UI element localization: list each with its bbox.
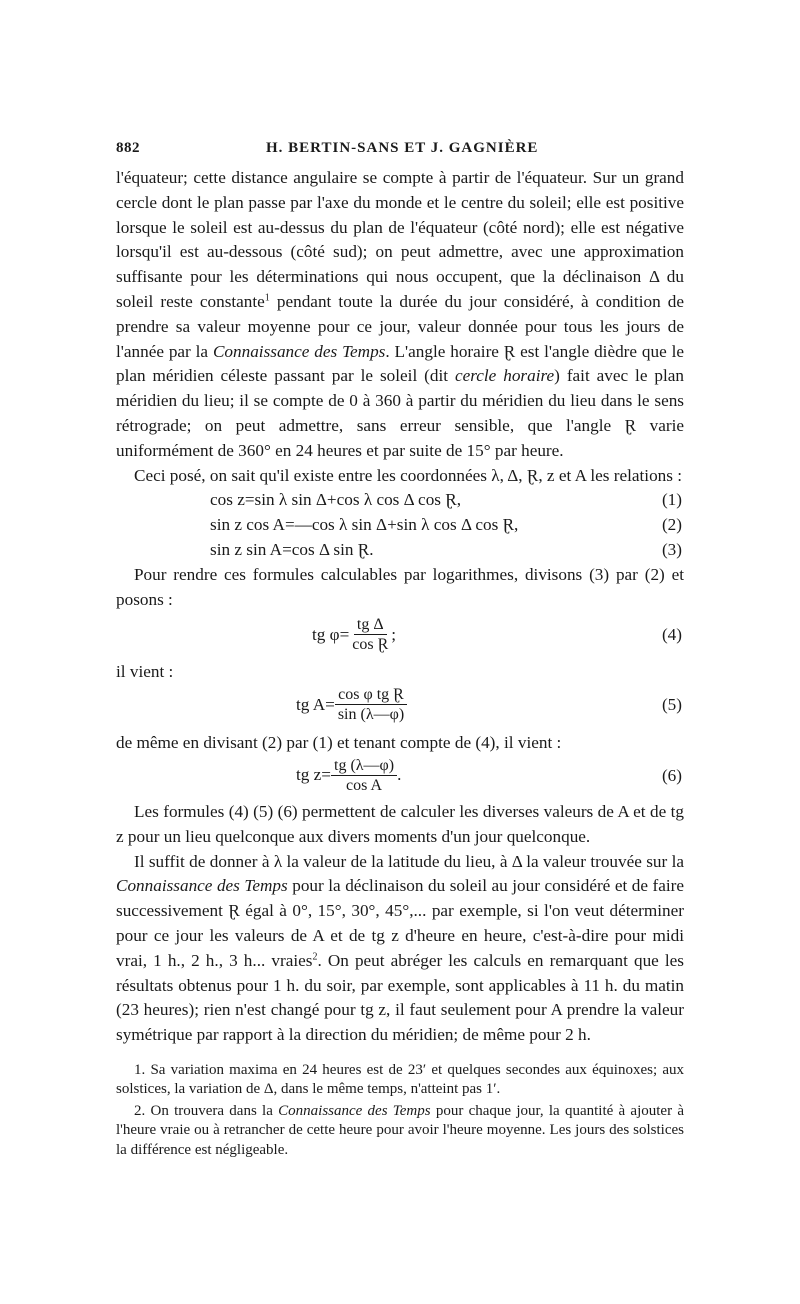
footnote-1: 1. Sa variation maxima en 24 heures est de 23′ et quelques secondes aux équinoxes; aux solstices, la variation de Δ, dans le même temps, n'atteint pas 1′. <box>116 1061 684 1098</box>
running-header <box>116 140 684 164</box>
equation-6: tg z= $\frac{tg (\lambda—\varphi)}{\text{cos A}}$ . (6) <box>296 756 682 794</box>
paragraph-1: l'équateur; cette distance angulaire se compte à partir de l'équateur. Sur un grand cercle dont le plan passe par l'axe du monde et le centre du soleil; elle est positive lorsque le soleil est au-dessus du plan de l'équateur (côté nord); elle est négative lorsqu'il est au-dessous (côté sud); on peut admettre, avec une approximation suffisante pour les déterminations qui nous occupent, que la déclinaison Δ du soleil reste constante$^1$ pendant toute la durée du jour considéré, à condition de prendre sa valeur moyenne pour ce jour, valeur donnée pour tous les jours de l'année par la Connaissance des Temps. L'angle horaire Ɽ est l'angle dièdre que le plan méridien céleste passant par le soleil (dit cercle horaire) fait avec le plan méridien du lieu; il se compte de 0 à 360 à partir du méridien du lieu dans le sens rétrograde; on peut admettre, sans erreur sensible, que l'angle Ɽ varie uniformément de 360° en 24 heures et par suite de 15° par heure. <box>116 168 685 460</box>
paragraph-7: Il suffit de donner à λ la valeur de la latitude du lieu, à Δ la valeur trouvée sur la Connaissance des Temps pour la déclinaison du soleil au jour considéré et de faire successivement Ɽ égal à 0°, 15°, 30°, 45°,... par exemple, si l'on veut déterminer pour ce jour les valeurs de A et de tg z d'heure en heure, c'est-à-dire pour midi vrai, 1 h., 2 h., 3 h... vraies$^2$. On peut abréger les calculs en remarquant que les résultats obtenus pour 1 h. du soir, par exemple, sont applicables à 11 h. du matin (23 heures); rien n'est changé pour tg z, il faut seulement pour A prendre la valeur symétrique par rapport à la direction du méridien; de même pour 2 h. <box>116 851 685 1045</box>
equation-number: (6) <box>661 765 682 785</box>
equation-4: tg φ= $\frac{\text{tg Δ}}{\text{cos Ɽ}}$ ; (4) <box>312 616 682 654</box>
equation-number: (5) <box>661 695 682 715</box>
paragraph-4: il vient : <box>116 662 174 682</box>
equation-number: (4) <box>661 625 682 645</box>
paragraph-3: Pour rendre ces formules calculables par logarithmes, divisons (3) par (2) et posons : <box>116 564 684 609</box>
equation-number: (3) <box>661 539 682 559</box>
equation-2: sin z cos A=—cos λ sin Δ+sin λ cos Δ cos Ɽ, (2) <box>116 513 684 538</box>
footnote-2: 2. On trouvera dans la Connaissance des Temps pour chaque jour, la quantité à ajouter à l'heure vraie ou à retrancher de cette heure pour avoir l'heure moyenne. Les jours des solstices la différence est négligeable. <box>116 1102 684 1158</box>
footnotes <box>116 1061 684 1161</box>
page <box>116 140 684 1160</box>
page-number: 882 <box>116 140 140 156</box>
footnote-ref-2[interactable]: 2 <box>312 950 318 962</box>
equation-1: cos z=sin λ sin Δ+cos λ cos Δ cos Ɽ, (1) <box>116 488 684 513</box>
running-title: H. BERTIN-SANS ET J. GAGNIÈRE <box>266 140 539 156</box>
footnote-ref-1[interactable]: 1 <box>264 292 270 304</box>
paragraph-2: Ceci posé, on sait qu'il existe entre les coordonnées λ, Δ, Ɽ, z et A les relations : <box>134 465 683 485</box>
equation-3: sin z sin A=cos Δ sin Ɽ. (3) <box>116 538 684 563</box>
equation-number: (2) <box>661 515 682 535</box>
equation-5: tg A= $\frac{\text{cos φ tg Ɽ}}{\sin (\lambda—\varphi)}$ (5) <box>296 686 682 724</box>
paragraph-5: de même en divisant (2) par (1) et tenant compte de (4), il vient : <box>116 733 562 753</box>
paragraph-6: Les formules (4) (5) (6) permettent de calculer les diverses valeurs de A et de tg z pour un lieu quelconque aux divers moments d'un jour quelconque. <box>116 801 684 846</box>
equation-number: (1) <box>661 490 682 510</box>
